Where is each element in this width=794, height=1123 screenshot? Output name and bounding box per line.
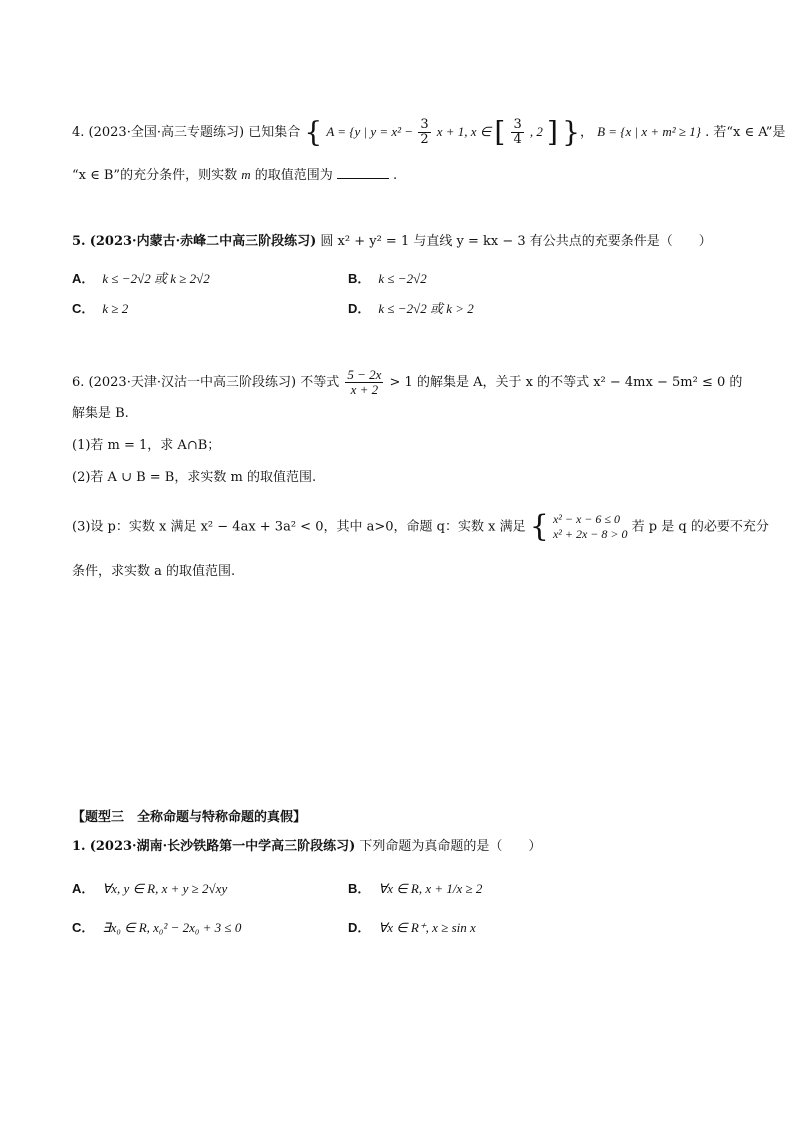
q1-text: 下列命题为真命题的是（ ） [359,839,542,854]
q6-line2: 解集是 B. [72,406,129,421]
q5-number: 5. [72,234,86,249]
answer-blank[interactable] [337,166,389,179]
q5-stem [72,233,712,251]
set-brace-icon: { [304,115,323,149]
q5-text: 圆 x² + y² = 1 与直线 y = kx − 3 有公共点的充要条件是（ ） [320,234,712,249]
q6-part3 [72,509,769,544]
q6-text-b: > 1 的解集是 A，关于 x 的不等式 x² − 4mx − 5m² ≤ 0 的 [389,375,743,390]
q1-number: 1. [72,839,86,854]
q6-system: x² − x − 6 ≤ 0 x² + 2x − 8 > 0 [552,512,628,541]
q6-source: (2023·天津·汉沽一中高三阶段练习) [88,375,297,390]
q4-text-a: 已知集合 [248,125,301,140]
q1-option-c[interactable]: C． ∃x₀ ∈ R, x₀² − 2x₀ + 3 ≤ 0 [72,920,242,935]
system-brace-icon: { [529,509,549,544]
q4-line2-b: 的取值范围为 [254,168,333,183]
q6-text-a: 不等式 [300,375,340,390]
q4-setA-tail: x + 1, x ∈ [436,124,495,139]
interval-bracket-close-icon: ] [547,115,558,149]
q4-text-b: . 若“x ∈ A”是 [705,125,786,140]
q4-line2 [72,166,397,185]
q4-line2-end: . [393,168,398,183]
q5-option-a[interactable]: A． k ≤ −2√2 或 k ≥ 2√2 [72,271,210,286]
q6-part1: (1)若 m = 1，求 A∩B； [72,438,221,453]
q5-option-d[interactable]: D． k ≤ −2√2 或 k > 2 [348,301,474,316]
q4-number: 4. [72,125,85,140]
q6-number: 6. [72,375,85,390]
q4-interval-fraction: $\frac{3}{4}$ [513,117,522,147]
q4-setA-fraction: $\frac{3}{2}$ [420,117,429,147]
q6-stem [72,368,742,397]
q1-source: (2023·湖南·长沙铁路第一中学高三阶段练习) [89,839,356,854]
q4-setA: A = {y | y = x² − [326,124,417,139]
q6-part3-a: (3)设 p：实数 x 满足 x² − 4ax + 3a² < 0，其中 a>0，命题 q：实数 x 满足 [72,519,526,535]
q4-setB: B = {x | x + m² ≥ 1} [597,124,701,139]
q4-source: (2023·全国·高三专题练习) [88,125,245,140]
q1-option-d[interactable]: D． ∀x ∈ R⁺, x ≥ sin x [348,920,476,935]
section-title: 【题型三 全称命题与特称命题的真假】 [72,810,307,825]
q5-option-c[interactable]: C． k ≥ 2 [72,301,129,316]
set-brace-close-icon: } [562,115,580,149]
q5-source: (2023·内蒙古·赤峰二中高三阶段练习) [89,234,317,249]
q6-fraction: $\frac{5 - 2x}{x + 2}$ [347,367,382,397]
q1-option-b[interactable]: B． ∀x ∈ R, x + 1/x ≥ 2 [348,881,483,896]
q6-part2: (2)若 A ∪ B = B，求实数 m 的取值范围. [72,470,317,485]
q4-line2-m: m [241,167,251,182]
q1-option-a[interactable]: A． ∀x, y ∈ R, x + y ≥ 2√xy [72,881,228,896]
q6-part3-c: 条件，求实数 a 的取值范围. [72,564,236,579]
interval-bracket-icon: [ [494,115,506,149]
q4-line1: 4. (2023·全国·高三专题练习) 已知集合 { A = {y | y = x² − $\frac{3}{2}$ x + 1, x ∈ [ $\frac{3}{4}$ , 2 ] }， B = {x | x + m² ≥ 1} . 若“x ∈ A”是 [72,115,786,149]
q4-interval-tail: , 2 [529,124,543,139]
q6-part3-b: 若 p 是 q 的必要不充分 [631,519,769,535]
q5-option-b[interactable]: B． k ≤ −2√2 [348,271,427,286]
q4-line2-a: “x ∈ B”的充分条件，则实数 [72,168,238,183]
q1-stem [72,838,541,856]
